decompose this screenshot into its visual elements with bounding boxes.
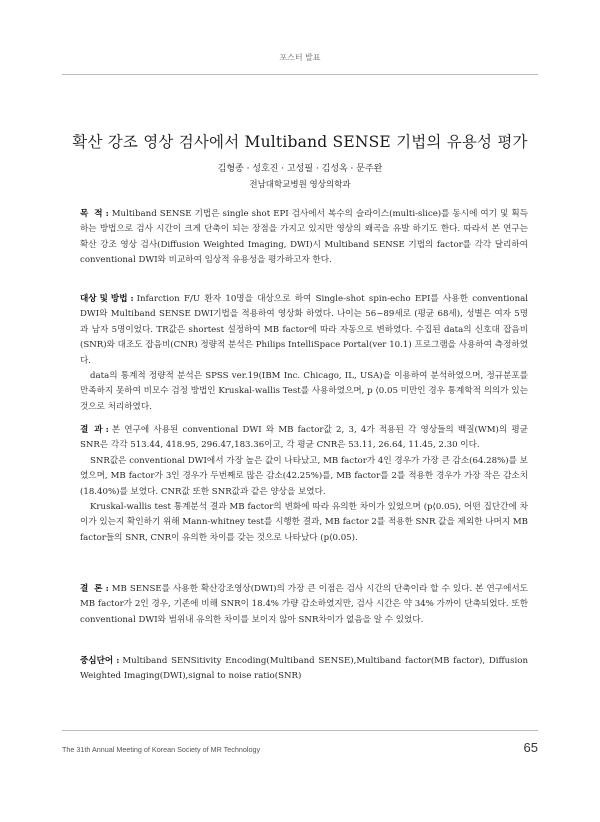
section-paragraph: MB SENSE를 사용한 확산강조영상(DWI)의 가장 큰 이점은 검사 시간의 단축이라 할 수 있다. 본 연구에서도 MB factor가 2인 경우, 기존에 비해 SNR이 18.4% 가량 감소하였지만, 검사 시간은 약 34% 가까이 단축되었다. 또한 conventional DWI와 범위내 유의한 차이를 보이지 않아 SNR차이가 없음을 알 수 있었다. <box>80 584 528 625</box>
section-paragraph: Multiband SENSitivity Encoding(Multiband SENSE),Multiband factor(MB factor), Diffusion Weighted Imaging(DWI),signal to noise ratio(SNR) <box>80 656 528 682</box>
section-methods <box>80 292 528 415</box>
section-paragraph: Kruskal-wallis test 통계분석 결과 MB factor의 변화에 따라 유의한 차이가 있었으며 (p⟨0.05), 어떤 집단간에 차이가 있는지 확인하기 위해 Mann-whitney test를 시행한 결과, MB factor 2를 적용한 SNR 값을 제외한 나머지 MB factor들의 SNR, CNR이 유의한 차이를 갖는 것으로 나타났다 (p⟨0.05). <box>80 502 528 543</box>
footer-rule <box>62 730 538 731</box>
section-label: 대상 및 방법 : <box>80 294 137 304</box>
section-paragraph: SNR값은 conventional DWI에서 가장 높은 값이 나타났고, MB factor가 4인 경우가 가장 큰 감소(64.28%)를 보였으며, MB factor가 3인 경우가 두번째로 많은 감소(42.25%)를, MB factor를 2를 적용한 경우가 가장 작은 감소치(18.40%)를 보였다. CNR값 또한 SNR값과 같은 양상을 보였다. <box>80 455 528 497</box>
section-paragraph: 본 연구에 사용된 conventional DWI 와 MB factor값 2, 3, 4가 적용된 각 영상들의 백질(WM)의 평균 SNR은 각각 513.44, 418.95, 296.47,183.36이고, 각 평균 CNR은 53.11, 26.64, 11.45, 2.30 이다. <box>80 425 528 451</box>
section-keywords <box>80 654 528 685</box>
header-rule <box>62 74 538 75</box>
section-paragraph: Infarction F/U 환자 10명을 대상으로 하여 Single-shot spin-echo EPI를 사용한 conventional DWI와 Multiband SENSE DWI기법을 적용하여 영상화 하였다. 나이는 56~89세로 (평균 68세), 성별은 여자 5명과 남자 5명이었다. TR값은 shortest 설정하여 MB factor에 따라 자동으로 변하였다. 수집된 data의 신호대 잡음비(SNR)와 대조도 잡음비(CNR) 정량적 분석은 Philips IntelliSpace Portal(ver 10.1) 프로그램을 사용하여 측정하였다. <box>80 294 528 366</box>
section-purpose <box>80 207 528 269</box>
section-conclusion <box>80 582 528 628</box>
footer-conference-text: The 31th Annual Meeting of Korean Society of MR Technology <box>62 745 261 754</box>
page-number: 65 <box>523 740 538 755</box>
section-label: 결 과 : <box>80 425 112 435</box>
section-paragraph: data의 통계적 정량적 분석은 SPSS ver.19(IBM Inc. Chicago, IL, USA)을 이용하여 분석하였으며, 정규분포를 만족하지 못하여 비모수 검정 방법인 Kruskal-wallis Test를 사용하였으며, p ⟨0.05 미만인 경우 통계학적 의의가 있는 것으로 처리하였다. <box>80 371 528 412</box>
section-label: 목 적 : <box>80 209 112 219</box>
author-list: 김형종 · 성호진 · 고성필 · 김성옥 · 문주완 <box>217 164 383 174</box>
page-title: 확산 강조 영상 검사에서 Multiband SENSE 기법의 유용성 평가 <box>72 133 528 151</box>
section-results <box>80 423 528 546</box>
header-label: 포스터 발표 <box>279 53 321 62</box>
section-label: 중심단어 : <box>80 656 123 666</box>
section-label: 결 론 : <box>80 584 112 594</box>
section-paragraph: Multiband SENSE 기법은 single shot EPI 검사에서 복수의 슬라이스(multi-slice)를 동시에 여기 및 획득하는 방법으로 검사 시간이 크게 단축이 되는 장점을 가지고 있지만 영상의 왜곡을 유발 하기도 한다. 따라서 본 연구는 확산 강조 영상 검사(Diffusion Weighted Imaging, DWI)시 Multiband SENSE 기법의 factor를 각각 달리하여 conventional DWI와 비교하여 임상적 유용성을 평가하고자 한다. <box>80 209 528 266</box>
affiliation: 전남대학교병원 영상의학과 <box>249 180 351 190</box>
